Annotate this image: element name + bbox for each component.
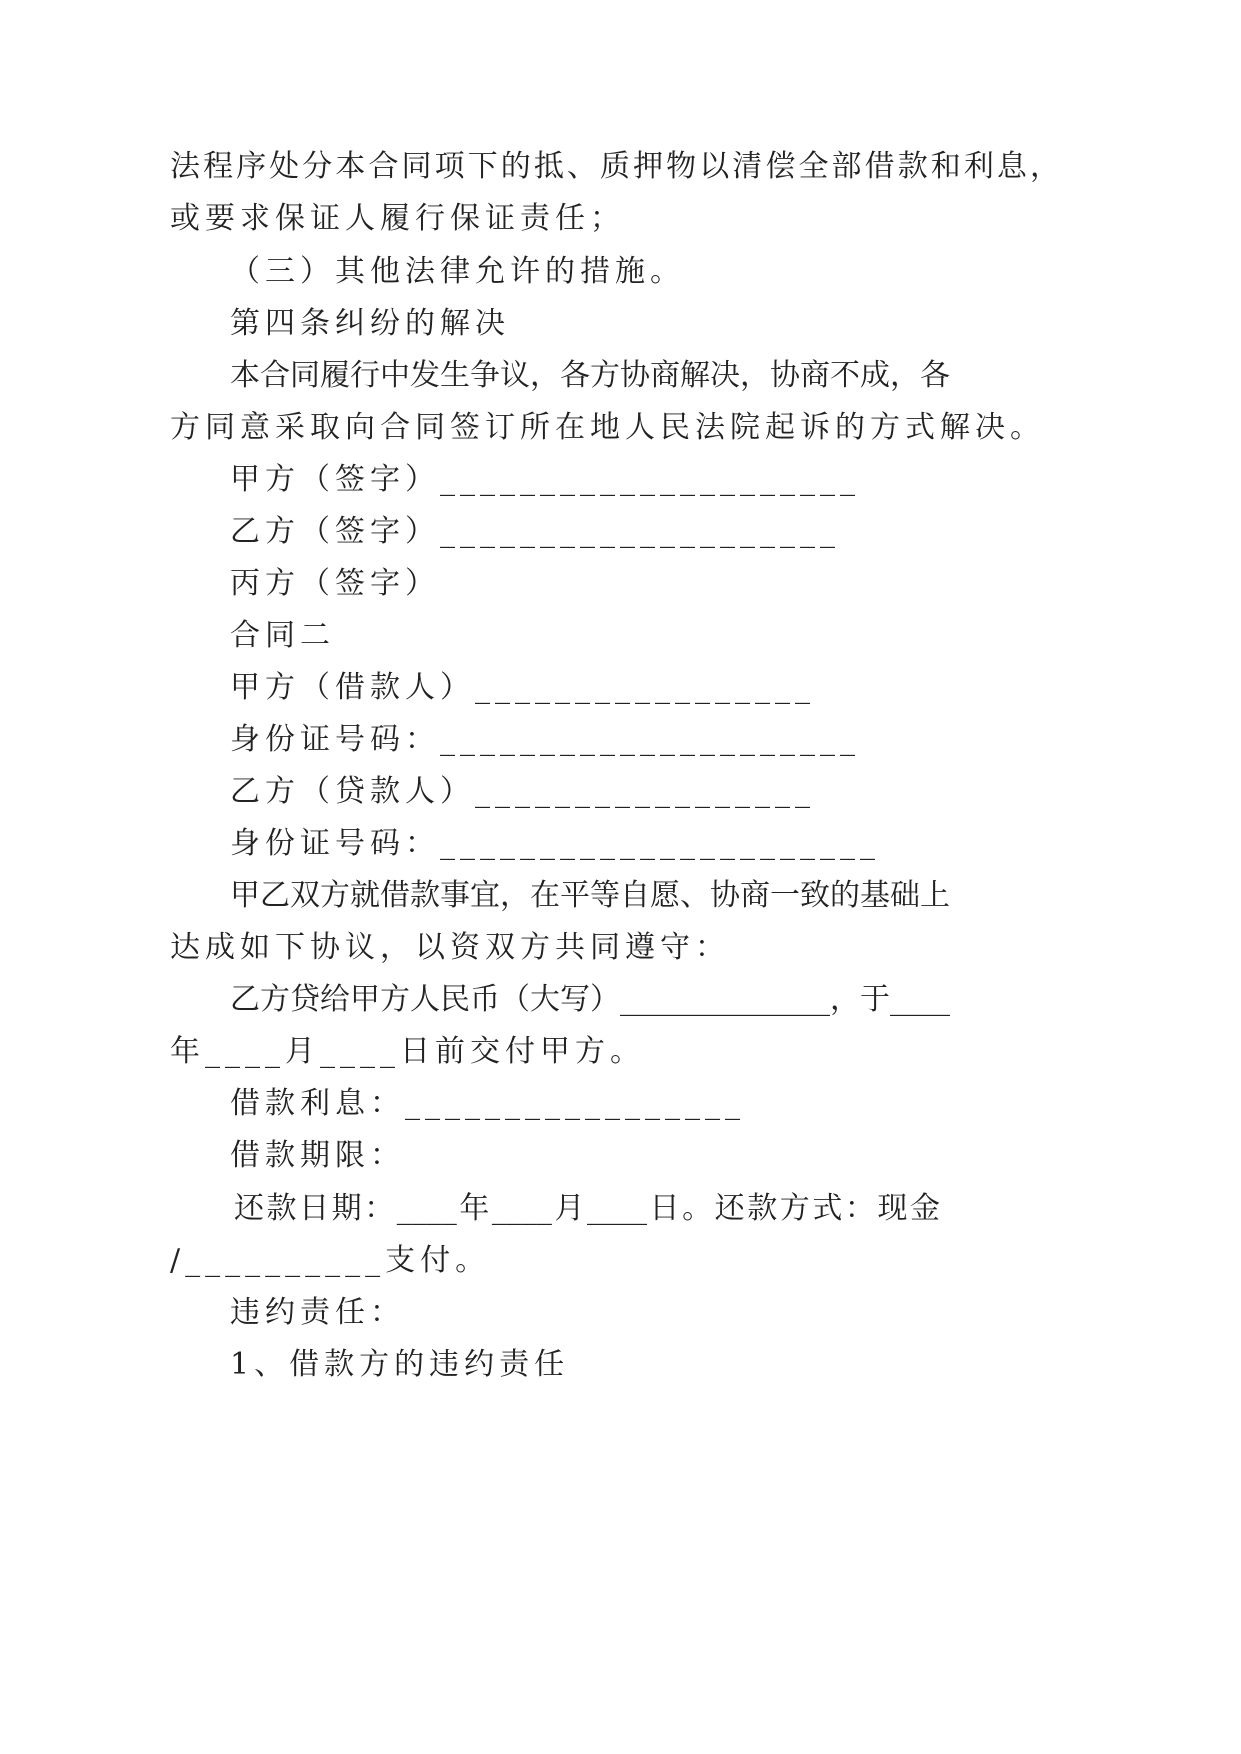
borrower-id-line: 身份证号码：_____________________ [230,722,860,757]
lender-id-line: 身份证号码：______________________ [230,826,880,861]
text-line-15: 甲乙双方就借款事宜，在平等自愿、协商一致的基础上 [230,878,950,913]
text-line-5: 本合同履行中发生争议，各方协商解决，协商不成，各 [230,358,950,393]
signature-line-party-c: 丙方（签字） [230,566,440,601]
contract-two-heading: 合同二 [230,618,335,653]
text-line-16: 达成如下协议，以资双方共同遵守： [170,930,730,965]
repayment-method-line: /__________支付。 [170,1243,491,1278]
loan-date-line: 年____月____日前交付甲方。 [170,1034,645,1069]
text-line-1: 法程序处分本合同项下的抵、质押物以清偿全部借款和利息， [170,149,1060,184]
breach-item-1: 1、借款方的违约责任 [230,1347,570,1382]
borrower-line: 甲方（借款人）_________________ [230,670,815,705]
loan-interest-line: 借款利息：_________________ [230,1086,745,1121]
signature-line-party-b: 乙方（签字）____________________ [230,514,840,549]
repayment-date-line: 还款日期：____年____月____日。还款方式：现金 [234,1191,940,1226]
text-line-3: （三）其他法律允许的措施。 [230,254,685,289]
text-line-6: 方同意采取向合同签订所在地人民法院起诉的方式解决。 [170,410,1045,445]
breach-heading: 违约责任： [230,1295,405,1330]
loan-amount-line: 乙方贷给甲方人民币（大写）______________，于____ [230,982,950,1017]
loan-term-line: 借款期限： [230,1138,405,1173]
section-heading: 第四条纠纷的解决 [230,306,510,341]
text-line-2: 或要求保证人履行保证责任； [170,201,625,236]
lender-line: 乙方（贷款人）_________________ [230,774,815,809]
signature-line-party-a: 甲方（签字）_____________________ [230,462,860,497]
